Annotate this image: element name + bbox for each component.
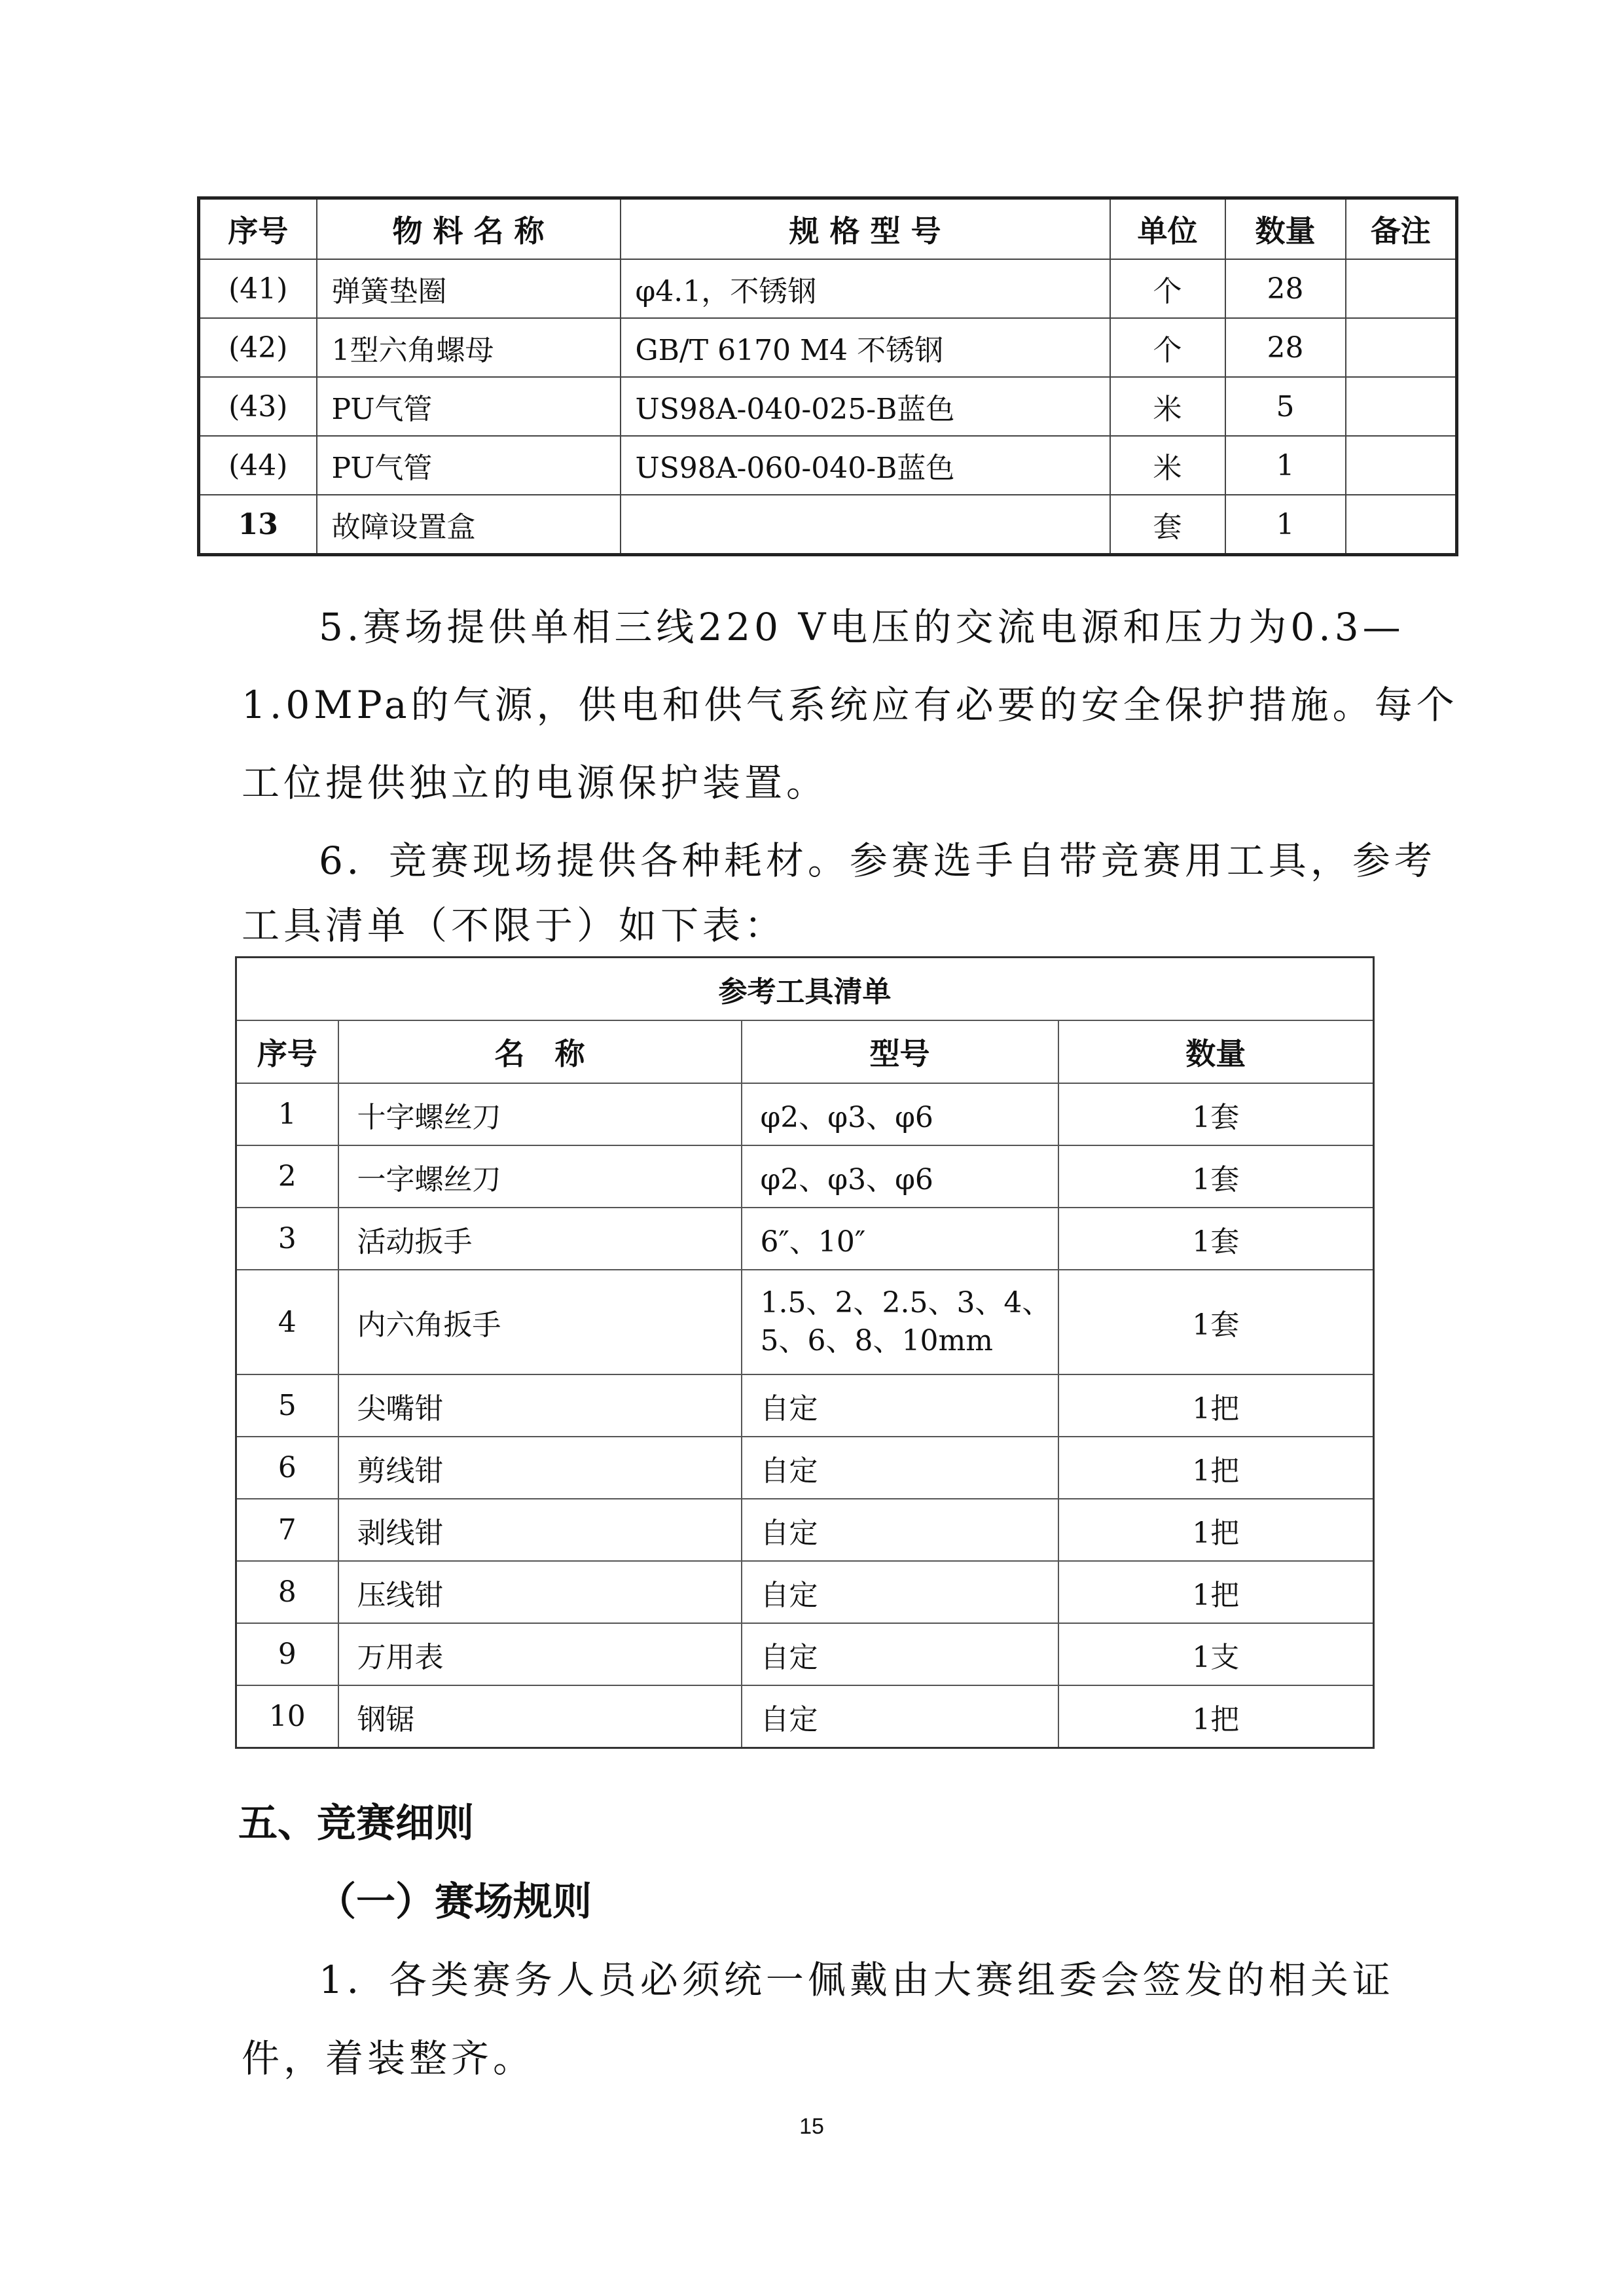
para5-line2: 1.0MPa的气源，供电和供气系统应有必要的安全保护措施。每个 bbox=[242, 683, 1458, 727]
cell-note bbox=[1346, 259, 1457, 318]
cell-note bbox=[1346, 436, 1457, 495]
cell-qty: 1支 bbox=[1058, 1623, 1374, 1685]
cell-model: 自定 bbox=[742, 1623, 1058, 1685]
cell-no: 7 bbox=[236, 1499, 338, 1561]
cell-name: 一字螺丝刀 bbox=[338, 1145, 742, 1208]
header-cell: 数量 bbox=[1225, 198, 1346, 260]
rule-item1-line2: 件，着装整齐。 bbox=[242, 2036, 535, 2081]
table-row bbox=[236, 1270, 1374, 1374]
cell-name: 1型六角螺母 bbox=[317, 318, 621, 377]
cell-unit: 个 bbox=[1110, 318, 1225, 377]
cell-name: 万用表 bbox=[338, 1623, 742, 1685]
cell-model-line: 1.5、2、2.5、3、4、 bbox=[760, 1286, 1051, 1319]
cell-name: 剥线钳 bbox=[338, 1499, 742, 1561]
cell-name: 故障设置盒 bbox=[317, 495, 621, 555]
cell-spec: φ4.1，不锈钢 bbox=[621, 259, 1110, 318]
materials-table bbox=[197, 196, 1458, 556]
para6-line1: 6．竞赛现场提供各种耗材。参赛选手自带竞赛用工具，参考 bbox=[319, 838, 1436, 883]
cell-note bbox=[1346, 495, 1457, 555]
para6-line2: 工具清单（不限于）如下表： bbox=[242, 903, 787, 948]
cell-no: (43) bbox=[199, 377, 317, 436]
cell-no: 8 bbox=[236, 1561, 338, 1623]
cell-no: (42) bbox=[199, 318, 317, 377]
cell-unit: 米 bbox=[1110, 377, 1225, 436]
section-subheading: （一）赛场规则 bbox=[317, 1879, 592, 1925]
cell-no: (44) bbox=[199, 436, 317, 495]
cell-no: 5 bbox=[236, 1374, 338, 1437]
cell-qty: 1把 bbox=[1058, 1374, 1374, 1437]
cell-name: 钢锯 bbox=[338, 1685, 742, 1748]
header-cell: 单位 bbox=[1110, 198, 1225, 260]
cell-no: (41) bbox=[199, 259, 317, 318]
cell-spec: GB/T 6170 M4 不锈钢 bbox=[621, 318, 1110, 377]
cell-no: 6 bbox=[236, 1437, 338, 1499]
cell-name: 压线钳 bbox=[338, 1561, 742, 1623]
cell-qty: 1把 bbox=[1058, 1499, 1374, 1561]
cell-no: 10 bbox=[236, 1685, 338, 1748]
cell-no: 13 bbox=[199, 495, 317, 555]
table-row bbox=[236, 1083, 1374, 1145]
table-row bbox=[236, 1499, 1374, 1561]
materials-header-row bbox=[199, 198, 1457, 260]
page-number: 15 bbox=[799, 2114, 824, 2139]
cell-unit: 米 bbox=[1110, 436, 1225, 495]
cell-name: 十字螺丝刀 bbox=[338, 1083, 742, 1145]
cell-note bbox=[1346, 377, 1457, 436]
cell-name: 弹簧垫圈 bbox=[317, 259, 621, 318]
cell-model: 自定 bbox=[742, 1561, 1058, 1623]
cell-no: 9 bbox=[236, 1623, 338, 1685]
cell-qty: 1套 bbox=[1058, 1145, 1374, 1208]
cell-qty: 1把 bbox=[1058, 1685, 1374, 1748]
rule-item1-line1: 1．各类赛务人员必须统一佩戴由大赛组委会签发的相关证 bbox=[319, 1958, 1394, 2002]
header-cell: 序号 bbox=[236, 1020, 338, 1083]
table-row bbox=[199, 318, 1457, 377]
header-cell: 数量 bbox=[1058, 1020, 1374, 1083]
section-heading: 五、竞赛细则 bbox=[238, 1801, 474, 1846]
cell-no: 2 bbox=[236, 1145, 338, 1208]
table-row bbox=[236, 1208, 1374, 1270]
cell-qty: 1 bbox=[1225, 436, 1346, 495]
table-row bbox=[199, 377, 1457, 436]
table-row bbox=[236, 1437, 1374, 1499]
cell-name: PU气管 bbox=[317, 436, 621, 495]
para5-line3: 工位提供独立的电源保护装置。 bbox=[242, 761, 829, 805]
cell-unit: 个 bbox=[1110, 259, 1225, 318]
cell-model: 自定 bbox=[742, 1499, 1058, 1561]
cell-qty: 1套 bbox=[1058, 1208, 1374, 1270]
table-row bbox=[199, 436, 1457, 495]
cell-qty: 1把 bbox=[1058, 1561, 1374, 1623]
header-cell: 序号 bbox=[199, 198, 317, 260]
cell-qty: 28 bbox=[1225, 259, 1346, 318]
cell-model: 自定 bbox=[742, 1685, 1058, 1748]
cell-spec bbox=[621, 495, 1110, 555]
cell-model: 自定 bbox=[742, 1374, 1058, 1437]
table-row bbox=[236, 1623, 1374, 1685]
table-row bbox=[236, 1145, 1374, 1208]
table-row bbox=[236, 1561, 1374, 1623]
tools-caption-row bbox=[236, 958, 1374, 1021]
cell-name: 内六角扳手 bbox=[338, 1270, 742, 1374]
cell-spec: US98A-060-040-B蓝色 bbox=[621, 436, 1110, 495]
para5-line1: 5.赛场提供单相三线220 V电压的交流电源和压力为0.3— bbox=[319, 605, 1405, 649]
cell-no: 4 bbox=[236, 1270, 338, 1374]
cell-no: 1 bbox=[236, 1083, 338, 1145]
cell-model: 自定 bbox=[742, 1437, 1058, 1499]
cell-qty: 1套 bbox=[1058, 1083, 1374, 1145]
cell-qty: 1套 bbox=[1058, 1270, 1374, 1374]
cell-spec: US98A-040-025-B蓝色 bbox=[621, 377, 1110, 436]
cell-model: φ2、φ3、φ6 bbox=[742, 1083, 1058, 1145]
header-cell: 备注 bbox=[1346, 198, 1457, 260]
cell-name: 尖嘴钳 bbox=[338, 1374, 742, 1437]
header-cell: 名 称 bbox=[338, 1020, 742, 1083]
table-caption: 参考工具清单 bbox=[236, 958, 1374, 1021]
table-row bbox=[199, 495, 1457, 555]
cell-model: φ2、φ3、φ6 bbox=[742, 1145, 1058, 1208]
cell-model-line: 5、6、8、10mm bbox=[760, 1324, 993, 1357]
cell-name: PU气管 bbox=[317, 377, 621, 436]
header-cell: 物 料 名 称 bbox=[317, 198, 621, 260]
cell-name: 活动扳手 bbox=[338, 1208, 742, 1270]
table-row bbox=[236, 1685, 1374, 1748]
header-cell: 规 格 型 号 bbox=[621, 198, 1110, 260]
table-row bbox=[236, 1374, 1374, 1437]
cell-model bbox=[742, 1270, 1058, 1374]
tools-table bbox=[235, 956, 1375, 1749]
cell-qty: 28 bbox=[1225, 318, 1346, 377]
cell-no: 3 bbox=[236, 1208, 338, 1270]
header-cell: 型号 bbox=[742, 1020, 1058, 1083]
tools-header-row bbox=[236, 1020, 1374, 1083]
cell-unit: 套 bbox=[1110, 495, 1225, 555]
cell-name: 剪线钳 bbox=[338, 1437, 742, 1499]
table-row bbox=[199, 259, 1457, 318]
cell-qty: 1 bbox=[1225, 495, 1346, 555]
cell-qty: 5 bbox=[1225, 377, 1346, 436]
cell-note bbox=[1346, 318, 1457, 377]
cell-qty: 1把 bbox=[1058, 1437, 1374, 1499]
cell-model: 6″、10″ bbox=[742, 1208, 1058, 1270]
